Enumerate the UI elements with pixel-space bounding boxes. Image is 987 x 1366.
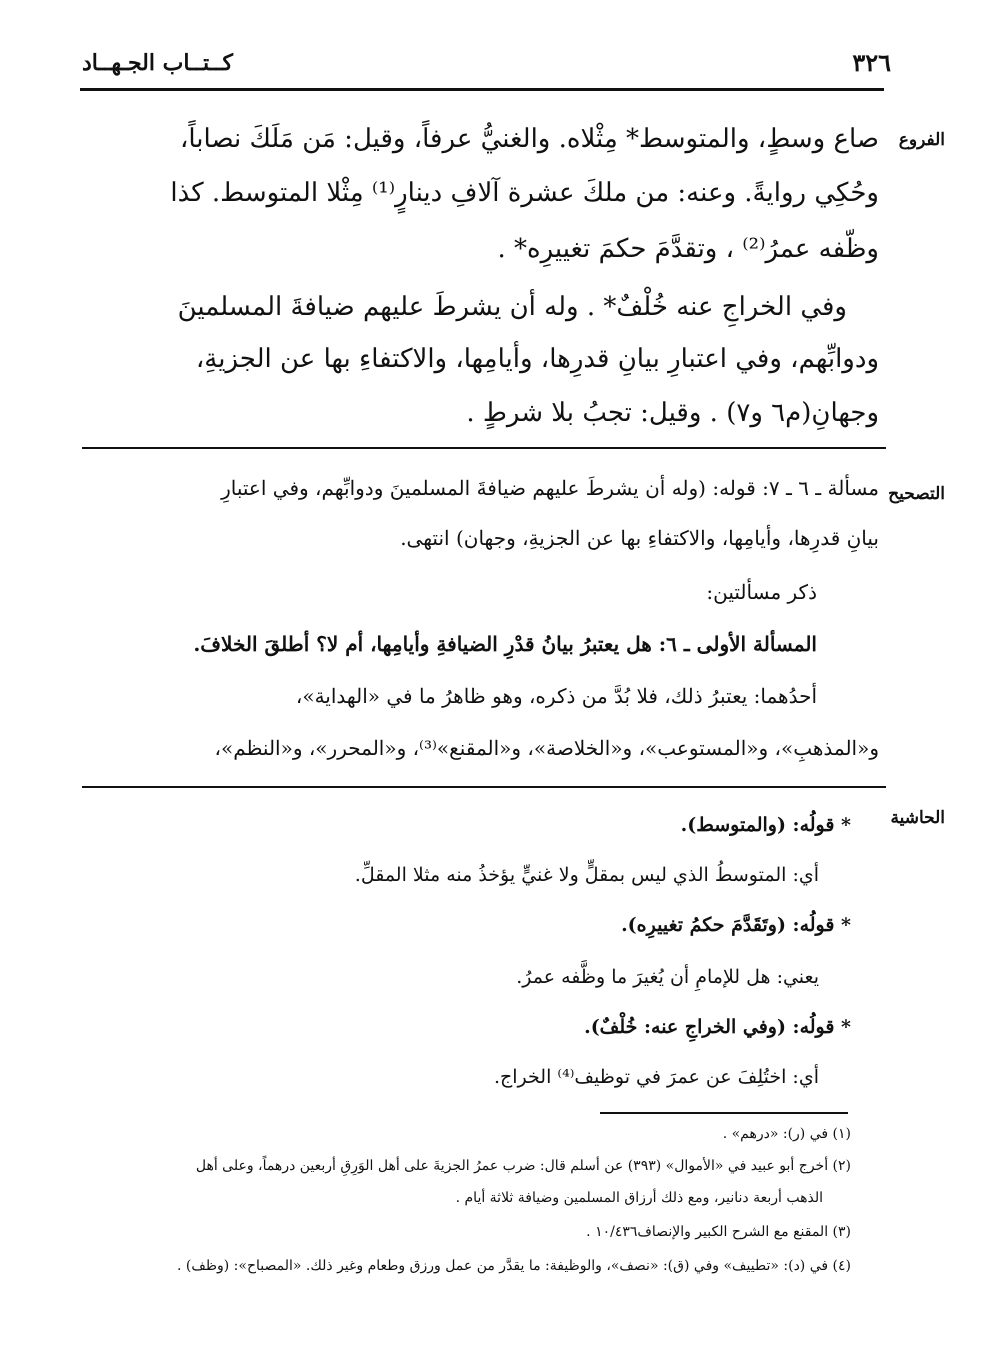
hashiya-line-4: يعني: هل للإمامِ أن يُغيرَ ما وظَّفه عمرُ.	[516, 966, 819, 988]
furu-line-6: وجهانِ(م٦ و٧) . وقيل: تجبُ بلا شرطٍ .	[466, 398, 879, 428]
footnote-2: (٢) أخرج أبو عبيد في «الأموال» (٣٩٣) عن أسلم قال: ضرب عمرُ الجزيةَ على أهل الوَرِقِ أربعين درهماً، وعلى أهل	[195, 1158, 851, 1174]
footnote-2-cont: الذهب أربعة دنانير، ومع ذلك أرزاق المسلمين وضيافة ثلاثة أيام .	[455, 1190, 823, 1206]
divider-2	[82, 786, 886, 788]
book-title: كــتــاب الجـهــاد	[82, 50, 233, 76]
footnote-rule	[600, 1112, 848, 1114]
label-hashiya: الحاشية	[890, 808, 945, 828]
furu-line-3: وظّفه عمرُ⁽²⁾ ، وتقدَّمَ حكمَ تغييرِه* .	[497, 234, 879, 264]
footnote-1: (١) في (ر): «درهم» .	[722, 1126, 851, 1142]
tashih-line-3: ذكر مسألتين:	[706, 580, 817, 604]
tashih-line-4: المسألة الأولى ـ ٦: هل يعتبرُ بيانُ قدْرِ الضيافةِ وأيامِها، أم لا؟ أطلقَ الخلافَ.	[193, 632, 817, 656]
hashiya-line-2: أي: المتوسطُ الذي ليس بمقلٍّ ولا غنيٍّ يؤخذُ منه مثلا المقلِّ.	[354, 864, 819, 886]
furu-line-4: وفي الخراجِ عنه خُلْفٌ* . وله أن يشرطَ عليهم ضيافةَ المسلمينَ	[177, 292, 847, 322]
tashih-line-2: بيانِ قدرِها، وأيامِها، والاكتفاءِ بها عن الجزيةِ، وجهان) انتهى.	[400, 526, 879, 550]
label-tashih: التصحيح	[888, 484, 945, 504]
divider-1	[82, 447, 886, 449]
footnote-3: (٣) المقنع مع الشرح الكبير والإنصاف١٠/٤٣٦ .	[586, 1224, 851, 1240]
header-rule	[80, 88, 884, 91]
label-furu: الفروع	[898, 130, 945, 150]
hashiya-line-1: * قولُه: (والمتوسط).	[680, 814, 851, 836]
hashiya-line-3: * قولُه: (وتَقَدَّمَ حكمُ تغييرِه).	[621, 914, 851, 936]
furu-line-2: وحُكِي روايةً. وعنه: من ملكَ عشرة آلافِ دينارٍ⁽¹⁾ مِثْلا المتوسط. كذا	[170, 178, 879, 208]
footnote-4: (٤) في (د): «تطييف» وفي (ق): «نصف»، والوظيفة: ما يقدَّر من عمل ورزق وطعام وغير ذلك. «المصباح»: (وظف) .	[177, 1258, 851, 1274]
tashih-line-5: أحدُهما: يعتبرُ ذلك، فلا بُدَّ من ذكره، وهو ظاهرُ ما في «الهداية»،	[295, 684, 817, 708]
hashiya-line-6: أي: اختُلِفَ عن عمرَ في توظيف⁽⁴⁾ الخراج.	[493, 1066, 819, 1088]
page-number: ٣٢٦	[852, 48, 891, 77]
hashiya-line-5: * قولُه: (وفي الخراجِ عنه: خُلْفٌ).	[584, 1016, 851, 1038]
furu-line-1: صاع وسطٍ، والمتوسط* مِثْلاه. والغنيُّ عرفاً، وقيل: مَن مَلَكَ نصاباً،	[179, 124, 879, 154]
furu-line-5: ودوابِّهم، وفي اعتبارِ بيانِ قدرِها، وأيامِها، والاكتفاءِ بها عن الجزيةِ،	[195, 344, 879, 374]
tashih-line-6: و«المذهبِ»، و«المستوعب»، و«الخلاصة»، و«المقنع»⁽³⁾، و«المحرر»، و«النظم»،	[214, 736, 879, 760]
tashih-line-1: مسألة ـ ٦ ـ ٧: قوله: (وله أن يشرطَ عليهم ضيافةَ المسلمينَ ودوابِّهم، وفي اعتبارِ	[221, 476, 879, 500]
